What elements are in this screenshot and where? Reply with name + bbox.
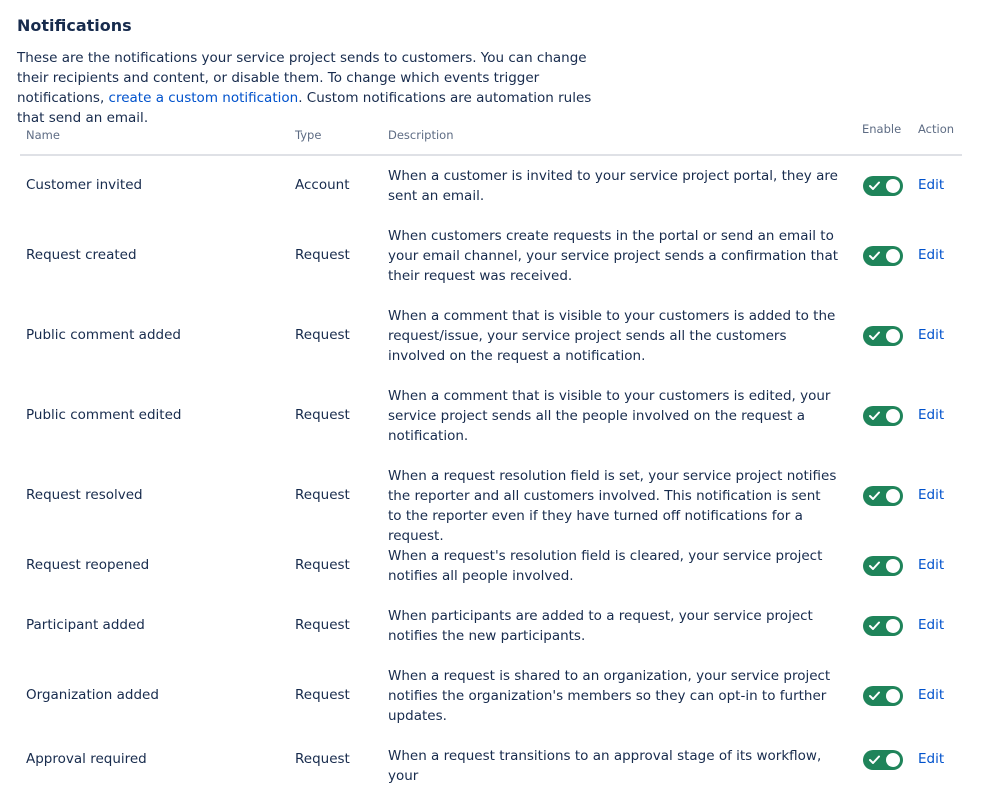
checkmark-icon xyxy=(869,561,880,571)
checkmark-icon xyxy=(869,491,880,501)
checkmark-icon xyxy=(869,621,880,631)
edit-link[interactable]: Edit xyxy=(918,557,945,573)
edit-link[interactable]: Edit xyxy=(918,247,945,263)
notification-name: Participant added xyxy=(26,617,145,633)
enable-toggle[interactable] xyxy=(863,406,903,426)
toggle-knob xyxy=(886,559,900,573)
edit-link[interactable]: Edit xyxy=(918,687,945,703)
toggle-knob xyxy=(886,179,900,193)
notification-type: Request xyxy=(295,487,350,503)
notification-description: When a request's resolution field is cleared, your service project notifies all people involved. xyxy=(388,548,823,584)
notification-type: Request xyxy=(295,247,350,263)
notification-name: Request reopened xyxy=(26,557,150,573)
column-header-name: Name xyxy=(26,128,60,142)
notification-description: When a request is shared to an organization, your service project notifies the organization's members so they can opt-in to further updates. xyxy=(388,668,831,724)
notification-name: Public comment edited xyxy=(26,407,182,423)
toggle-knob xyxy=(886,249,900,263)
notification-name: Public comment added xyxy=(26,327,181,343)
edit-link[interactable]: Edit xyxy=(918,407,945,423)
edit-link[interactable]: Edit xyxy=(918,177,945,193)
notification-type: Request xyxy=(295,617,350,633)
toggle-knob xyxy=(886,753,900,767)
toggle-knob xyxy=(886,409,900,423)
toggle-knob xyxy=(886,489,900,503)
create-custom-notification-link[interactable]: create a custom notification xyxy=(108,90,299,106)
notification-name: Approval required xyxy=(26,751,147,767)
checkmark-icon xyxy=(869,251,880,261)
intro-text xyxy=(17,48,617,128)
notification-name: Request created xyxy=(26,247,137,263)
edit-link[interactable]: Edit xyxy=(918,327,945,343)
enable-toggle[interactable] xyxy=(863,616,903,636)
notification-type: Request xyxy=(295,751,350,767)
edit-link[interactable]: Edit xyxy=(918,617,945,633)
notification-description: When a comment that is visible to your customers is added to the request/issue, your service project sends all the customers involved on the request a notification. xyxy=(388,308,836,364)
checkmark-icon xyxy=(869,181,880,191)
enable-toggle[interactable] xyxy=(863,246,903,266)
enable-toggle[interactable] xyxy=(863,176,903,196)
notification-description: When a comment that is visible to your customers is edited, your service project sends all the people involved on the request a notification. xyxy=(388,388,831,444)
enable-toggle[interactable] xyxy=(863,486,903,506)
intro-text-suffix: . Custom notifications are automation rules that send an email. xyxy=(17,90,592,126)
enable-toggle[interactable] xyxy=(863,750,903,770)
checkmark-icon xyxy=(869,691,880,701)
checkmark-icon xyxy=(869,755,880,765)
notification-description: When a request resolution field is set, your service project notifies the reporter and all customers involved. This notification is sent to the reporter even if they have turned off notifications for a request. xyxy=(388,468,837,544)
notification-description: When participants are added to a request, your service project notifies the new participants. xyxy=(388,608,813,644)
table-header-divider xyxy=(20,154,962,156)
column-header-action: Action xyxy=(918,122,955,136)
edit-link[interactable]: Edit xyxy=(918,487,945,503)
toggle-knob xyxy=(886,689,900,703)
notification-name: Request resolved xyxy=(26,487,143,503)
notification-name: Customer invited xyxy=(26,177,143,193)
checkmark-icon xyxy=(869,411,880,421)
enable-toggle[interactable] xyxy=(863,686,903,706)
notification-type: Account xyxy=(295,177,350,193)
edit-link[interactable]: Edit xyxy=(918,751,945,767)
notification-description: When a request transitions to an approval stage of its workflow, your xyxy=(388,748,822,784)
notification-type: Request xyxy=(295,327,350,343)
intro-text-body: These are the notifications your service project sends to customers. You can change their recipients and content, or disable them. To change which events trigger notifications, xyxy=(17,50,587,106)
column-header-description: Description xyxy=(388,128,454,142)
toggle-knob xyxy=(886,329,900,343)
page-title: Notifications xyxy=(17,16,132,35)
notification-type: Request xyxy=(295,407,350,423)
toggle-knob xyxy=(886,619,900,633)
column-header-type: Type xyxy=(295,128,322,142)
notification-description: When a customer is invited to your service project portal, they are sent an email. xyxy=(388,168,838,204)
notification-type: Request xyxy=(295,687,350,703)
checkmark-icon xyxy=(869,331,880,341)
column-header-enable: Enable xyxy=(862,122,902,136)
notification-description: When customers create requests in the portal or send an email to your email channel, your service project sends a confirmation that their request was received. xyxy=(388,228,839,284)
enable-toggle[interactable] xyxy=(863,326,903,346)
notification-name: Organization added xyxy=(26,687,159,703)
enable-toggle[interactable] xyxy=(863,556,903,576)
notification-type: Request xyxy=(295,557,350,573)
